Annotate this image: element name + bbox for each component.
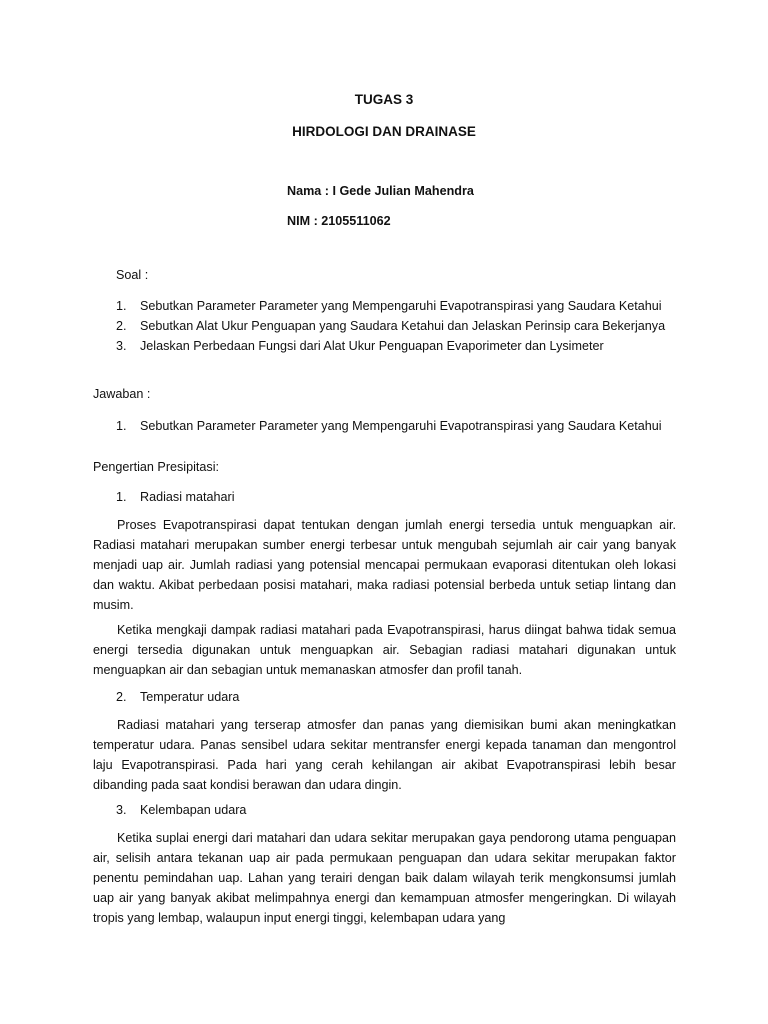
student-name: Nama : I Gede Julian Mahendra [287,184,474,198]
document-subtitle: HIRDOLOGI DAN DRAINASE [292,124,476,139]
jawaban-label: Jawaban : [93,387,151,401]
section-title: Radiasi matahari [140,490,235,504]
question-item [116,296,696,316]
question-item [116,316,696,336]
answer-question-number: 1. [116,419,127,433]
paragraph: Ketika mengkaji dampak radiasi matahari pada Evapotranspirasi, harus diingat bahwa tidak semua energi tersedia digunakan untuk menguapkan air. Sebagian radiasi matahari digunakan untuk menguapkan air dan sebagian untuk memanaskan atmosfer dan profil tanah. [93,623,676,677]
section-title: Kelembapan udara [140,803,247,817]
section-title: Temperatur udara [140,690,240,704]
pengertian-label: Pengertian Presipitasi: [93,460,220,474]
paragraph: Proses Evapotranspirasi dapat tentukan dengan jumlah energi tersedia untuk menguapkan air. Radiasi matahari merupakan sumber energi terbesar untuk mengubah sejumlah air cair yang banyak menjadi uap air. Jumlah radiasi yang potensial mencapai permukaan evaporasi ditentukan oleh lokasi dan waktu. Akibat perbedaan posisi matahari, maka radiasi potensial berbeda untuk setiap lintang dan musim. [93,518,676,612]
section-number: 2. [116,690,127,704]
section-number: 1. [116,490,127,504]
section-heading-temperatur [116,687,239,707]
answer-question-heading [116,416,676,436]
section-number: 3. [116,803,127,817]
question-number: 1. [116,299,127,313]
paragraph: Radiasi matahari yang terserap atmosfer dan panas yang diemisikan bumi akan meningkatkan temperatur udara. Panas sensibel udara sekitar mentransfer energi kepada tanaman dan mengontrol laju Evapotranspirasi. Pada hari yang cerah kehilangan air akibat Evapotranspirasi lebih besar dibanding pada saat kondisi berawan dan udara dingin. [93,718,676,792]
soal-label: Soal : [116,268,149,282]
question-number: 2. [116,319,127,333]
question-text: Jelaskan Perbedaan Fungsi dari Alat Ukur Penguapan Evaporimeter dan Lysimeter [140,339,604,353]
paragraph: Ketika suplai energi dari matahari dan udara sekitar merupakan gaya pendorong utama penguapan air, selisih antara tekanan uap air pada permukaan penguapan dan udara sekitar merupakan faktor penentu pemindahan uap. Lahan yang terairi dengan baik dalam wilayah terik mengkonsumsi jumlah uap air yang banyak akibat melimpahnya energi dan kemampuan atmosfer mengeringkan. Di wilayah tropis yang lembap, walaupun input energi tinggi, kelembapan udara yang [93,831,676,925]
document-title: TUGAS 3 [354,92,414,107]
question-list [116,296,696,356]
section-heading-radiasi [116,487,235,507]
student-nim: NIM : 2105511062 [287,214,391,228]
question-text: Sebutkan Alat Ukur Penguapan yang Saudara Ketahui dan Jelaskan Perinsip cara Bekerjanya [140,319,666,333]
question-item [116,336,696,356]
question-text: Sebutkan Parameter Parameter yang Mempengaruhi Evapotranspirasi yang Saudara Ketahui [140,299,662,313]
question-number: 3. [116,339,127,353]
answer-question-text: Sebutkan Parameter Parameter yang Mempengaruhi Evapotranspirasi yang Saudara Ketahui [140,419,662,433]
section-heading-kelembapan [116,800,246,820]
